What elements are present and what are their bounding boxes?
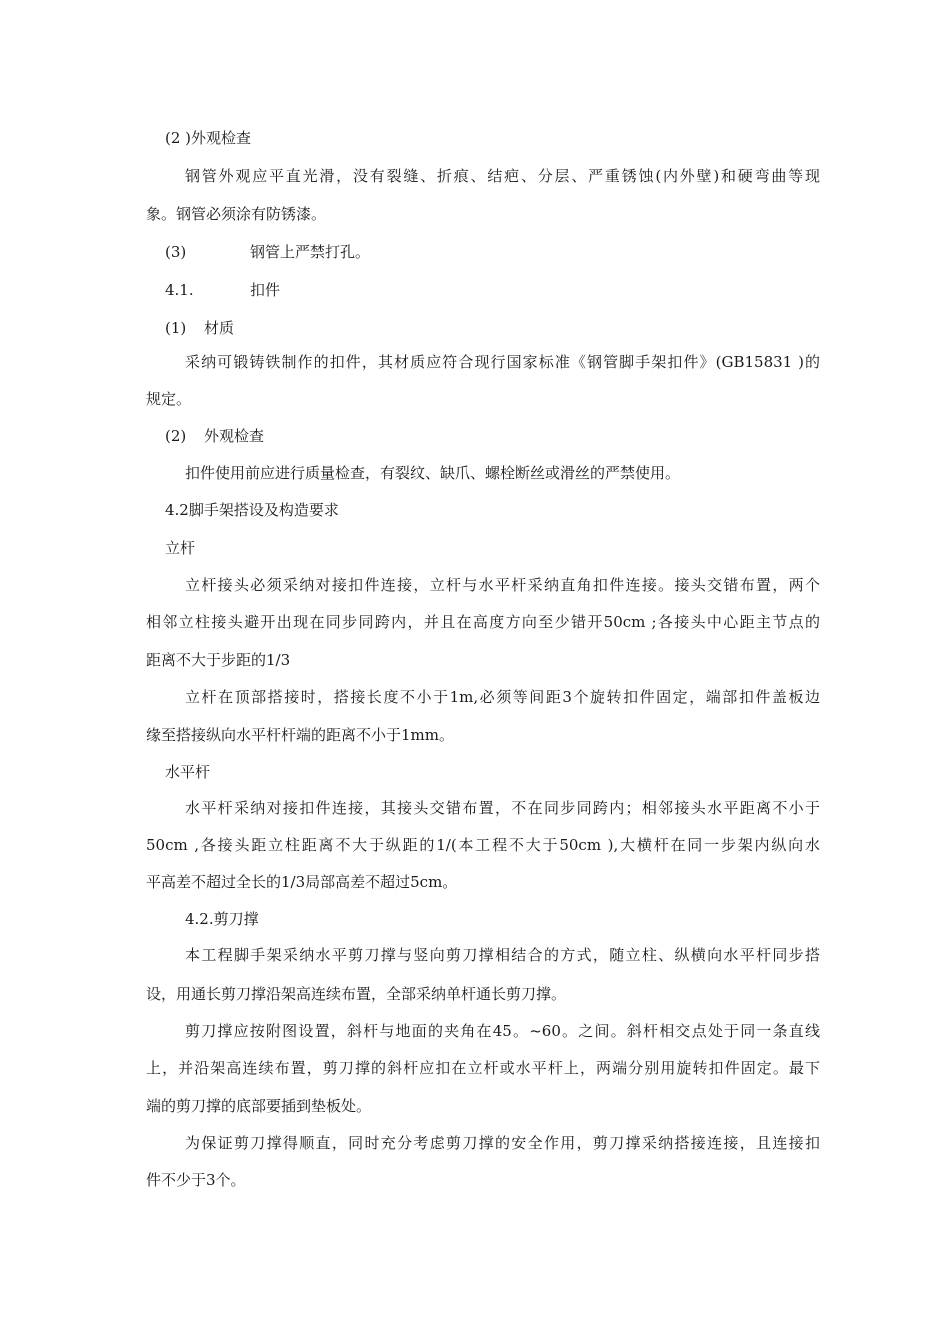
paragraph-line: 剪刀撑应按附图设置，斜杆与地面的夹角在45。~60。之间。斜杆相交点处于同一条直线 xyxy=(185,1022,820,1040)
item-number-1: (1) xyxy=(165,319,187,337)
heading-appearance-check-2: (2 )外观检查 xyxy=(165,129,252,147)
paragraph-line: 立杆在顶部搭接时，搭接长度不小于1m,必须等间距3个旋转扣件固定，端部扣件盖板边 xyxy=(185,688,820,706)
paragraph-line: 平高差不超过全长的1/3局部高差不超过5cm。 xyxy=(146,873,458,891)
paragraph-line: 端的剪刀撑的底部要插到垫板处。 xyxy=(146,1097,372,1115)
paragraph-line: 本工程脚手架采纳水平剪刀撑与竖向剪刀撑相结合的方式，随立柱、纵横向水平杆同步搭 xyxy=(185,946,820,964)
paragraph-line: 缘至搭接纵向水平杆杆端的距离不小于1mm。 xyxy=(146,726,454,744)
item-number-2: (2) xyxy=(165,427,187,445)
section-title-4-2: 4.2脚手架搭设及构造要求 xyxy=(165,501,339,519)
item-title-appearance-check: 外观检查 xyxy=(204,427,265,445)
paragraph-line: 象。钢管必须涂有防锈漆。 xyxy=(146,205,327,223)
paragraph-line: 为保证剪刀撑得顺直，同时充分考虑剪刀撑的安全作用，剪刀撑采纳搭接连接，且连接扣 xyxy=(185,1134,820,1152)
paragraph-line: 钢管外观应平直光滑，没有裂缝、折痕、结疤、分层、严重锈蚀(内外壁)和硬弯曲等现 xyxy=(185,167,820,185)
paragraph-line: 规定。 xyxy=(146,390,192,408)
section-title-scissor-brace: 4.2.剪刀撑 xyxy=(185,910,259,928)
paragraph-line: 立杆接头必须采纳对接扣件连接，立杆与水平杆采纳直角扣件连接。接头交错布置，两个 xyxy=(185,576,820,594)
paragraph-line: 采纳可锻铸铁制作的扣件，其材质应符合现行国家标准《钢管脚手架扣件》(GB15831 )的 xyxy=(185,353,820,371)
item-number-3: (3) xyxy=(165,243,187,261)
paragraph-line: 相邻立柱接头避开出现在同步同跨内，并且在高度方向至少错开50cm ;各接头中心距主节点的 xyxy=(146,613,820,631)
paragraph-line: 扣件使用前应进行质量检查，有裂纹、缺爪、螺栓断丝或滑丝的严禁使用。 xyxy=(185,464,681,482)
subheading-horizontal-bar: 水平杆 xyxy=(165,763,211,781)
paragraph-line: 件不少于3个。 xyxy=(146,1171,246,1189)
section-title-fasteners: 扣件 xyxy=(250,281,281,299)
subheading-upright-pole: 立杆 xyxy=(165,539,196,557)
item-text-no-drilling: 钢管上严禁打孔。 xyxy=(250,243,371,261)
item-title-material: 材质 xyxy=(204,319,235,337)
paragraph-line: 50cm ,各接头距立柱距离不大于纵距的1/(本工程不大于50cm ),大横杆在同一步架内纵向水 xyxy=(146,836,820,854)
paragraph-line: 距离不大于步距的1/3 xyxy=(146,651,291,669)
paragraph-line: 设，用通长剪刀撑沿架高连续布置，全部采纳单杆通长剪刀撑。 xyxy=(146,985,567,1003)
paragraph-line: 水平杆采纳对接扣件连接，其接头交错布置，不在同步同跨内；相邻接头水平距离不小于 xyxy=(185,799,820,817)
section-number-4-1: 4.1. xyxy=(165,281,194,299)
paragraph-line: 上，并沿架高连续布置，剪刀撑的斜杆应扣在立杆或水平杆上，两端分别用旋转扣件固定。最下 xyxy=(146,1059,820,1077)
